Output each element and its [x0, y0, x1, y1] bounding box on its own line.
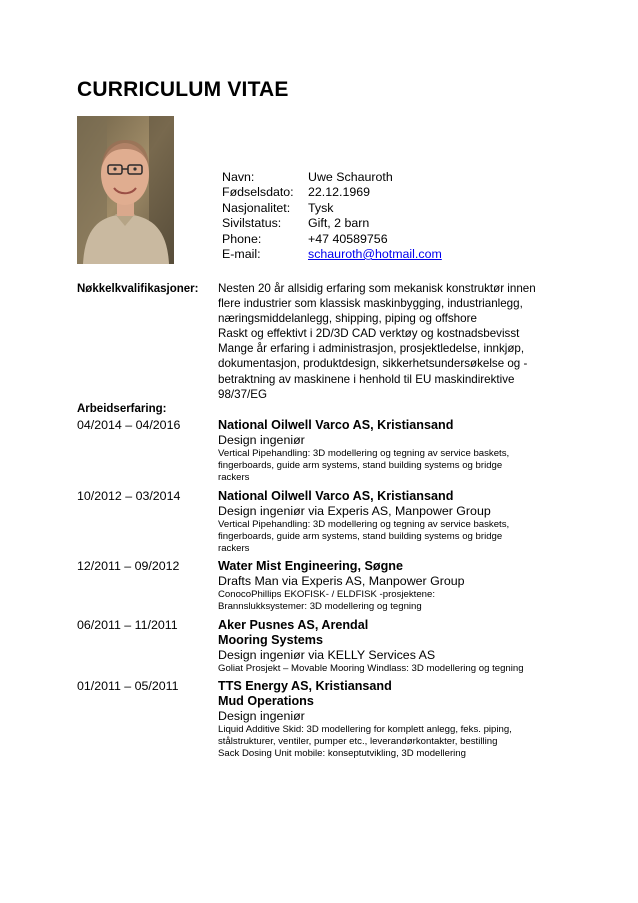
qualification-line: dokumentasjon, produktdesign, sikkerhetsundersøkelse og -: [218, 357, 528, 371]
job-description-line: fingerboards, guide arm systems, stand building systems og bridge: [218, 460, 503, 472]
phone-label: Phone:: [222, 231, 262, 246]
qualifications-heading: Nøkkelkvalifikasjoner:: [77, 283, 199, 295]
qualification-line: Raskt og effektivt i 2D/3D CAD verktøy og kostnadsbevisst: [218, 327, 520, 341]
job-description-line: Brannslukksystemer: 3D modellering og tegning: [218, 601, 422, 613]
name-value: Uwe Schauroth: [308, 170, 393, 184]
job-description-line: fingerboards, guide arm systems, stand building systems og bridge: [218, 531, 503, 543]
nationality-label: Nasjonalitet:: [222, 200, 291, 215]
civil-status-value: Gift, 2 barn: [308, 216, 370, 231]
job-description-line: Vertical Pipehandling: 3D modellering og tegning av service baskets,: [218, 519, 510, 530]
profile-photo: [77, 116, 174, 264]
job-company: Aker Pusnes AS, Arendal: [218, 618, 369, 632]
email-label: E-mail:: [222, 246, 261, 261]
job-period: 04/2014 – 04/2016: [77, 418, 181, 432]
birthdate-label: Fødselsdato:: [222, 185, 294, 200]
job-role: Design ingeniør via KELLY Services AS: [218, 648, 436, 662]
job-role: Design ingeniør: [218, 433, 305, 447]
job-company: Water Mist Engineering, Søgne: [218, 559, 403, 573]
job-description-line: stålstrukturer, ventiler, pumper etc., leverandørkontakter, bestilling: [218, 736, 498, 748]
personal-row-name: [222, 170, 442, 185]
qualifications-text: [218, 281, 568, 402]
job-description-line: Sack Dosing Unit mobile: konseptutvikling, 3D modellering: [218, 748, 466, 760]
job-role: Design ingeniør via Experis AS, Manpower Group: [218, 504, 491, 518]
personal-row-civil-status: [222, 216, 442, 231]
page-title: CURRICULUM VITAE: [77, 78, 289, 101]
job-description-line: Liquid Additive Skid: 3D modellering for komplett anlegg, feks. piping,: [218, 724, 512, 735]
personal-info: [222, 170, 442, 262]
job-company: National Oilwell Varco AS, Kristiansand: [218, 489, 454, 503]
job-company-division: Mooring Systems: [218, 633, 323, 647]
personal-row-email: [222, 247, 442, 262]
job-period: 01/2011 – 05/2011: [77, 679, 179, 693]
job-role: Drafts Man via Experis AS, Manpower Group: [218, 574, 465, 588]
job-period: 06/2011 – 11/2011: [77, 618, 178, 632]
phone-value: +47 40589756: [308, 231, 388, 246]
birthdate-value: 22.12.1969: [308, 185, 371, 200]
job-company: National Oilwell Varco AS, Kristiansand: [218, 418, 454, 432]
job-period: 12/2011 – 09/2012: [77, 559, 180, 573]
email-link[interactable]: schauroth@hotmail.com: [308, 246, 442, 261]
experience-heading: Arbeidserfaring:: [77, 403, 167, 415]
job-period: 10/2012 – 03/2014: [77, 489, 181, 503]
job-description-line: Vertical Pipehandling: 3D modellering og tegning av service baskets,: [218, 448, 510, 459]
qualification-line: betraktning av maskinene i henhold til EU maskindirektive: [218, 372, 515, 386]
personal-row-phone: [222, 232, 442, 247]
personal-row-birthdate: [222, 185, 442, 200]
qualification-line: næringsmiddelanlegg, shipping, piping og offshore: [218, 312, 477, 326]
personal-row-nationality: [222, 201, 442, 216]
job-description-line: rackers: [218, 543, 250, 555]
job-company: TTS Energy AS, Kristiansand: [218, 679, 392, 693]
job-role: Design ingeniør: [218, 709, 305, 723]
qualification-line: Nesten 20 år allsidig erfaring som mekanisk konstruktør innen: [218, 282, 536, 295]
qualification-line: Mange år erfaring i administrasjon, prosjektledelse, innkjøp,: [218, 342, 525, 356]
job-company-division: Mud Operations: [218, 694, 314, 708]
job-description-line: Goliat Prosjekt – Movable Mooring Windlass: 3D modellering og tegning: [218, 663, 524, 674]
job-description-line: ConocoPhillips EKOFISK- / ELDFISK -prosjektene:: [218, 589, 436, 600]
nationality-value: Tysk: [308, 200, 334, 215]
qualification-line: 98/37/EG: [218, 387, 267, 401]
job-description-line: rackers: [218, 472, 250, 484]
name-label: Navn:: [222, 170, 255, 184]
qualification-line: flere industrier som klassisk maskinbygging, industrianlegg,: [218, 297, 523, 311]
civil-status-label: Sivilstatus:: [222, 216, 282, 231]
